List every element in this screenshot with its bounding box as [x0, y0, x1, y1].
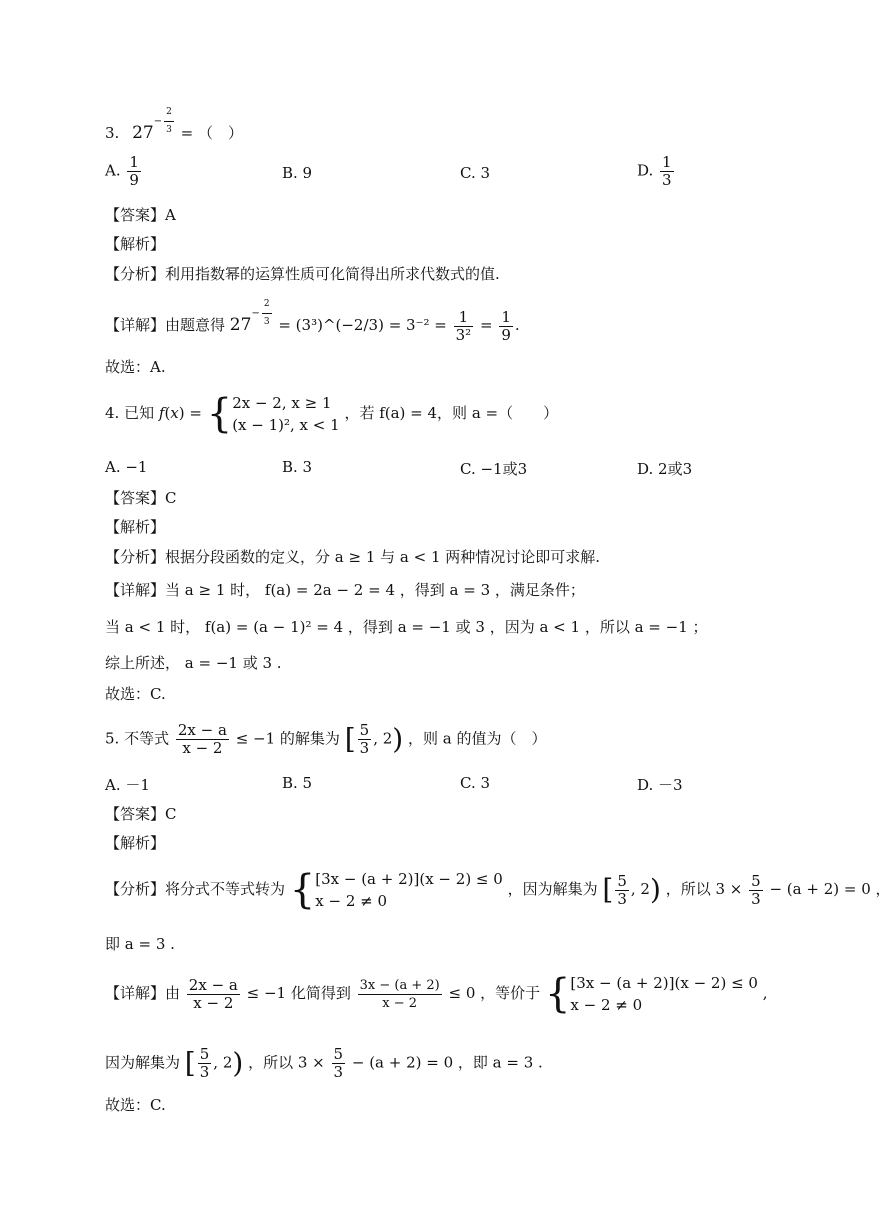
q5-fenxi-f-num: 5	[751, 871, 761, 890]
q5-fenxi-line2: 即 a = 3 .	[105, 935, 175, 953]
q3-exp-den: 3	[166, 125, 172, 135]
q4-choose: 故选：C.	[105, 685, 166, 703]
q5-xj2-c: − (a + 2) = 0 ，即 a = 3 .	[351, 1053, 543, 1072]
q4-brace: {	[206, 391, 233, 437]
q3-xj-f1-num: 1	[454, 309, 474, 327]
q4-analysis: 【解析】	[105, 518, 166, 536]
q5-option-b: B. 5	[282, 774, 313, 792]
q5-answer: 【答案】C	[105, 805, 177, 823]
q4-case1: 2x − 2, x ≥ 1	[232, 394, 332, 412]
q4-cond: ，若 f(a) = 4，则 a =（ ）	[344, 404, 559, 422]
q3-option-a-num: 1	[129, 153, 139, 171]
q5-number: 5. 不等式	[105, 729, 170, 748]
q3-xiangjie-base: 27	[229, 315, 252, 335]
q3-analysis: 【解析】	[105, 235, 166, 253]
q5-fenxi-int-tail: , 2	[630, 880, 650, 898]
q4-option-c: C. −1或3	[460, 460, 528, 478]
q3-xiangjie: 【详解】由题意得 $27^{- \frac{2}{3}}$ = (3³)^(−2/3) = 3⁻² = $\frac{1}{\text{3²}}$ = $\frac{1}{9}$ .	[105, 304, 520, 344]
q4-stem: 4. 已知 f(x) = { 2x − 2, x ≥ 1 (x − 1)², x < 1 ，若 f(a) = 4，则 a =（ ）	[105, 391, 559, 437]
q5-int-tail: , 2	[373, 729, 393, 748]
q5-xj-sys2: x − 2 ≠ 0	[570, 996, 643, 1014]
q4-option-a: A. −1	[105, 458, 148, 476]
q5-xj-f2-num: 3x − (a + 2)	[359, 977, 440, 993]
q5-fenxi-mid: ，因为解集为	[507, 880, 598, 898]
q4-option-d: D. 2或3	[637, 460, 693, 478]
q5-option-c: C. 3	[460, 774, 491, 792]
q5-xj2-int-num: 5	[199, 1045, 210, 1063]
q5-xj2-f-den: 3	[333, 1063, 344, 1081]
q3-fenxi: 【分析】利用指数幂的运算性质可化简得出所求代数式的值.	[105, 265, 500, 283]
q5-fenxi: 【分析】将分式不等式转为 { [3x − (a + 2)](x − 2) ≤ 0 x − 2 ≠ 0 ，因为解集为 [ $\frac{5}{3}$ , 2) ，所以 3 × $\frac{5}{3}$ − (a + 2) = 0 ，	[105, 867, 891, 913]
q5-fenxi-int-num: 5	[617, 871, 627, 890]
q5-fenxi-sys2: x − 2 ≠ 0	[315, 892, 388, 910]
q4-option-b: B. 3	[282, 458, 313, 476]
q5-xiangjie-line2: 因为解集为 [ $\frac{5}{3}$ , 2) ，所以 3 × $\frac{5}{3}$ − (a + 2) = 0 ，即 a = 3 .	[105, 1045, 543, 1081]
q5-xj-mid2: ≤ 0 ，等价于	[448, 984, 541, 1002]
q4-xiangjie-1: 【详解】当 a ≥ 1 时， f(a) = 2a − 2 = 4 ，得到 a = 3 ，满足条件；	[105, 581, 585, 599]
q3-option-c: C. 3	[460, 164, 491, 182]
q5-tail: ，则 a 的值为（ ）	[408, 729, 547, 748]
q4-cases	[232, 392, 339, 436]
q3-stem-tail: = （ ）	[180, 124, 243, 142]
q4-xiangjie-2: 当 a < 1 时， f(a) = (a − 1)² = 4 ，得到 a = −1 或 3 ，因为 a < 1 ，所以 a = −1 ；	[105, 618, 708, 636]
q3-xiangjie-exp-den: 3	[263, 317, 270, 327]
q3-option-d	[637, 154, 676, 189]
q5-fenxi-tail2: − (a + 2) = 0 ，	[769, 880, 891, 898]
q4-xiangjie-3: 综上所述， a = −1 或 3 .	[105, 654, 282, 672]
q5-frac-num: 2x − a	[177, 721, 227, 739]
q5-stem: 5. 不等式 $\frac{2x - a}{x - 2}$ ≤ −1 的解集为 [ $\frac{5}{3}$ , 2) ，则 a 的值为（ ）	[105, 721, 547, 757]
q4-case2: (x − 1)², x < 1	[232, 416, 340, 434]
q5-xj2-int-den: 3	[199, 1063, 210, 1081]
q3-option-d-num: 1	[662, 153, 672, 171]
q3-option-a-label: A.	[105, 161, 121, 180]
q3-base: 27	[132, 123, 154, 143]
q5-xj-f2-den: x − 2	[382, 995, 418, 1011]
q3-choose: 故选：A.	[105, 358, 166, 376]
q3-stem: 3. $27^{- \frac{2}{3}}$ = （ ）	[105, 112, 243, 147]
q5-xj-f1-num: 2x − a	[188, 975, 238, 994]
q5-xiangjie: 【详解】由 $\frac{2x - a}{x - 2}$ ≤ −1 化简得到 $\frac{3x - (a + 2)}{x - 2}$ ≤ 0 ，等价于 { [3x − (a + 2)](x − 2) ≤ 0 x − 2 ≠ 0 ,	[105, 971, 768, 1017]
q5-fenxi-tail1: ，所以 3 ×	[665, 880, 743, 898]
q3-xj-f1-den: 3²	[455, 325, 472, 344]
q5-int-num: 5	[359, 721, 370, 739]
q3-xiangjie-label: 【详解】由题意得	[105, 316, 226, 334]
q3-exp-num: 2	[164, 104, 174, 122]
q4-number: 4. 已知	[105, 404, 155, 422]
q5-xj2-a: 因为解集为	[105, 1053, 181, 1072]
q5-xj-sys1: [3x − (a + 2)](x − 2) ≤ 0	[570, 974, 758, 992]
q5-fenxi-label: 【分析】将分式不等式转为	[105, 880, 286, 898]
q5-xj2-int-tail: , 2	[213, 1053, 233, 1072]
q5-xj-f1-den: x − 2	[193, 993, 234, 1012]
q5-fenxi-int-den: 3	[617, 889, 627, 908]
q5-int-den: 3	[359, 739, 370, 757]
q3-xj-f2-den: 9	[501, 325, 511, 344]
q3-option-d-den: 3	[662, 171, 672, 189]
q5-xj2-b: ，所以 3 ×	[248, 1053, 325, 1072]
q5-fenxi-f-den: 3	[751, 889, 761, 908]
q4-answer: 【答案】C	[105, 489, 177, 507]
q3-xiangjie-tail: =	[479, 316, 493, 334]
q3-option-d-label: D.	[637, 161, 654, 180]
q3-option-a-den: 9	[129, 171, 139, 189]
q3-xiangjie-exp-num: 2	[262, 296, 272, 314]
q3-option-b: B. 9	[282, 164, 313, 182]
q5-option-a: A. －1	[105, 776, 150, 794]
q3-answer: 【答案】A	[105, 206, 176, 224]
q3-xiangjie-expr: = (3³)^(−2/3) = 3⁻² =	[278, 316, 447, 334]
q5-analysis: 【解析】	[105, 834, 166, 852]
q5-fenxi-sys1: [3x − (a + 2)](x − 2) ≤ 0	[315, 870, 503, 888]
q3-number: 3.	[105, 124, 120, 142]
q3-option-a	[105, 154, 143, 189]
q5-xj-label: 【详解】由	[105, 984, 181, 1002]
q5-option-d: D. －3	[637, 776, 683, 794]
q5-xj-mid1: ≤ −1 化简得到	[246, 984, 351, 1002]
q5-choose: 故选：C.	[105, 1096, 166, 1114]
q3-xj-f2-num: 1	[501, 307, 511, 326]
q5-frac-den: x − 2	[182, 739, 223, 757]
q5-mid: ≤ −1 的解集为	[235, 729, 340, 748]
q4-fenxi: 【分析】根据分段函数的定义，分 a ≥ 1 与 a < 1 两种情况讨论即可求解.	[105, 548, 601, 566]
q5-xj2-f-num: 5	[333, 1045, 344, 1063]
